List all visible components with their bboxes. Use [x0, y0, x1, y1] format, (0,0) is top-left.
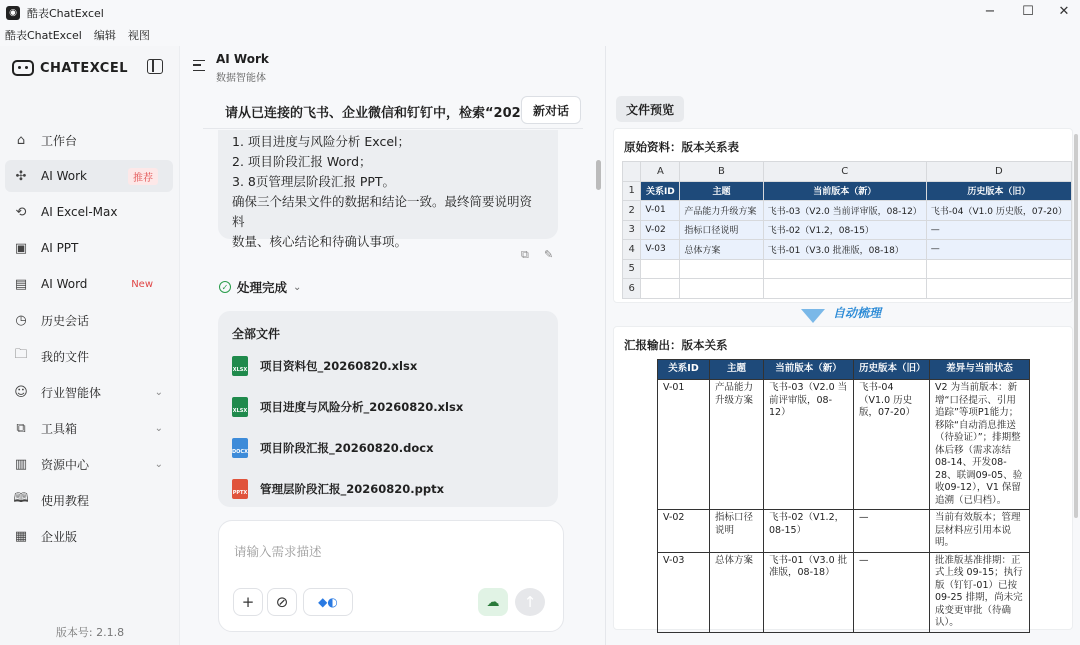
auto-sort-label: 自动梳理	[833, 306, 882, 320]
sidebar-item-label: AI Word	[41, 277, 88, 291]
sidebar-item-history[interactable]	[5, 304, 173, 336]
report-cell: —	[854, 552, 930, 632]
page-subtitle: 数据智能体	[216, 73, 266, 84]
report-header: 差异与当前状态	[930, 360, 1030, 380]
message-line: 确保三个结果文件的数据和结论一致。最终简要说明资料	[232, 194, 533, 229]
sidebar-item-label: 我的文件	[41, 349, 90, 364]
home-icon: ⌂	[16, 132, 26, 148]
title-bar	[0, 0, 1080, 26]
word-icon: ▤	[14, 276, 28, 292]
files-title: 全部文件	[232, 327, 281, 341]
row-number: 6	[623, 279, 641, 299]
add-icon[interactable]: +	[233, 588, 263, 616]
report-header: 主题	[710, 360, 764, 380]
sheet-cell[interactable]	[763, 279, 926, 299]
sheet-cell[interactable]: 当前版本（新）	[763, 181, 926, 201]
maximize-icon[interactable]: ☐	[1022, 4, 1034, 19]
new-badge: New	[131, 278, 153, 290]
report-cell: V-01	[658, 380, 710, 510]
sidebar-item-ai-word[interactable]	[5, 268, 173, 300]
menu-edit[interactable]: 编辑	[93, 29, 116, 42]
sidebar-item-label: 工具箱	[41, 421, 78, 436]
sidebar-item-ai-ppt[interactable]	[5, 232, 173, 264]
sidebar-item-toolbox[interactable]	[5, 412, 173, 444]
source-title: 原始资料：版本关系表	[624, 140, 739, 154]
output-card	[613, 326, 1073, 630]
report-cell: 飞书-01（V3.0 批准版，08-18）	[764, 552, 854, 632]
logo	[12, 60, 128, 76]
row-number: 2	[623, 201, 641, 221]
message-line: 2. 项目阶段汇报 Word；	[232, 154, 372, 169]
sheet-cell[interactable]: V-02	[641, 220, 680, 240]
row-number: 3	[623, 220, 641, 240]
sidebar-item-label: AI PPT	[41, 241, 79, 255]
file-item[interactable]	[232, 397, 463, 417]
building-icon: ▦	[14, 528, 28, 544]
menu-app[interactable]: 酷表ChatExcel	[5, 29, 82, 42]
file-name: 项目进度与风险分析_20260820.xlsx	[260, 400, 464, 414]
resource-icon: ▥	[14, 456, 28, 472]
message-line: 数量、核心结论和待确认事项。	[232, 234, 408, 249]
message-line: 3. 8页管理层阶段汇报 PPT。	[232, 174, 396, 189]
source-sheet	[622, 161, 1072, 299]
sheet-cell[interactable]: V-03	[641, 240, 680, 260]
chevron-down-icon: ⌄	[154, 458, 163, 470]
column-header: D	[926, 162, 1071, 182]
sheet-cell[interactable]: 产品能力升级方案	[680, 201, 763, 221]
history-icon: ◷	[15, 312, 27, 328]
sheet-cell[interactable]: 历史版本（旧）	[926, 181, 1071, 201]
sidebar-toggle-icon[interactable]	[147, 59, 163, 74]
report-cell: V-02	[658, 510, 710, 553]
sidebar-item-my-files[interactable]	[5, 340, 173, 372]
sidebar-item-label: 企业版	[41, 529, 78, 544]
auto-sort-indicator	[801, 304, 881, 321]
recommend-badge: 推荐	[128, 168, 158, 185]
report-header: 关系ID	[658, 360, 710, 380]
sheet-cell[interactable]	[680, 279, 763, 299]
sheet-cell[interactable]	[926, 279, 1071, 299]
copy-icon[interactable]: ⧉	[521, 248, 529, 261]
row-number: 4	[623, 240, 641, 260]
column-header: C	[763, 162, 926, 182]
sheet-cell[interactable]	[926, 259, 1071, 279]
source-card	[613, 128, 1073, 303]
sidebar-item-resources[interactable]	[5, 448, 173, 480]
file-item[interactable]	[232, 356, 417, 376]
version-label: 版本号: 2.1.8	[55, 626, 125, 639]
menu-bar	[0, 27, 150, 45]
status-row[interactable]	[219, 278, 301, 296]
app-icon: ◉	[6, 6, 20, 20]
sidebar-item-industry-agents[interactable]	[5, 376, 173, 408]
report-cell: 批准版基准排期：正式上线 09-15；执行版（钉钉-01）已按 09-25 排期，尚未完成变更审批（待确认）。	[930, 552, 1030, 632]
robot-icon: ☺	[14, 384, 28, 400]
report-cell: 当前有效版本；管理层材料应引用本说明。	[930, 510, 1030, 553]
sheet-cell[interactable]: 飞书-01（V3.0 批准版，08-18）	[763, 240, 926, 260]
sheet-cell[interactable]: 飞书-04（V1.0 历史版，07-20）	[926, 201, 1071, 221]
chevron-down-icon: ⌄	[154, 422, 163, 434]
chevron-down-icon: ⌄	[154, 386, 163, 398]
report-cell: V-03	[658, 552, 710, 632]
book-icon: 🕮	[13, 491, 29, 506]
sidebar-nav	[5, 124, 173, 556]
report-cell: 飞书-04（V1.0 历史版，07-20）	[854, 380, 930, 510]
preview-scrollbar[interactable]	[1074, 134, 1078, 518]
check-circle-icon: ✓	[219, 281, 231, 293]
file-name: 管理层阶段汇报_20260820.pptx	[260, 482, 445, 496]
file-preview-tab[interactable]: 文件预览	[616, 96, 684, 122]
column-header: B	[680, 162, 763, 182]
preview-panel	[605, 46, 1080, 645]
attach-icon[interactable]: ⊘	[267, 588, 297, 616]
file-item[interactable]	[232, 479, 444, 499]
user-message-bubble	[218, 130, 558, 249]
report-cell: 飞书-02（V1.2，08-15）	[764, 510, 854, 553]
report-header: 历史版本（旧）	[854, 360, 930, 380]
sheet-cell[interactable]: 飞书-03（V2.0 当前评审版，08-12）	[763, 201, 926, 221]
file-item[interactable]	[232, 438, 434, 458]
pptx-file-icon: PPTX	[232, 479, 248, 499]
xlsx-file-icon: XLSX	[232, 397, 248, 417]
sidebar-item-ai-excel-max[interactable]	[5, 196, 173, 228]
report-cell: 总体方案	[710, 552, 764, 632]
sheet-cell[interactable]	[641, 259, 680, 279]
chat-panel	[181, 46, 605, 645]
report-cell: 指标口径说明	[710, 510, 764, 553]
logo-icon	[12, 60, 34, 76]
file-name: 项目阶段汇报_20260820.docx	[260, 441, 434, 455]
input-placeholder: 请输入需求描述	[234, 544, 322, 559]
sheet-cell[interactable]: 主题	[680, 181, 763, 201]
sidebar-item-label: 工作台	[41, 133, 78, 148]
ai-work-icon: ✣	[15, 168, 27, 184]
logo-text: CHATEXCEL	[40, 60, 128, 76]
sidebar-item-label: 资源中心	[41, 457, 90, 472]
close-icon[interactable]: ✕	[1058, 4, 1070, 19]
sheet-cell[interactable]	[641, 279, 680, 299]
folder-icon: 🗀	[14, 347, 28, 362]
report-cell: 产品能力升级方案	[710, 380, 764, 510]
message-line: 1. 项目进度与风险分析 Excel；	[232, 134, 410, 149]
sheet-cell[interactable]: V-01	[641, 201, 680, 221]
sidebar-item-ai-work[interactable]	[5, 160, 173, 192]
sheet-cell[interactable]: —	[926, 240, 1071, 260]
chat-scrollbar[interactable]	[596, 160, 601, 190]
sidebar-item-label: 行业智能体	[41, 385, 102, 400]
row-number: 1	[623, 181, 641, 201]
toolbox-icon: ⧉	[16, 420, 26, 436]
menu-icon[interactable]	[193, 60, 205, 71]
sheet-cell[interactable]: —	[926, 220, 1071, 240]
xlsx-file-icon: XLSX	[232, 356, 248, 376]
sidebar-item-tutorial[interactable]	[5, 484, 173, 516]
prompt-input[interactable]	[218, 520, 564, 632]
divider	[203, 128, 583, 129]
page-title: AI Work	[216, 52, 269, 66]
sidebar-item-workbench[interactable]	[5, 124, 173, 156]
file-name: 项目资料包_20260820.xlsx	[260, 359, 418, 373]
column-header: A	[641, 162, 680, 182]
status-text: 处理完成	[237, 280, 288, 295]
report-header: 当前版本（新）	[764, 360, 854, 380]
query-title: 请从已连接的飞书、企业微信和钉钉中，检索“202	[225, 106, 521, 121]
cloud-icon[interactable]: ☁	[478, 588, 508, 616]
arrow-down-icon	[801, 309, 825, 323]
sidebar-item-label: 历史会话	[41, 313, 90, 328]
new-chat-button[interactable]: 新对话	[521, 96, 581, 124]
excel-icon: ⟲	[15, 204, 27, 220]
window-title: 酷表ChatExcel	[27, 7, 104, 20]
report-cell: 飞书-03（V2.0 当前评审版，08-12）	[764, 380, 854, 510]
sheet-cell[interactable]	[763, 259, 926, 279]
sidebar-item-label: AI Excel-Max	[41, 205, 118, 219]
send-icon[interactable]: ↑	[515, 588, 545, 616]
sheet-cell[interactable]: 飞书-02（V1.2，08-15）	[763, 220, 926, 240]
output-title: 汇报输出：版本关系	[624, 338, 728, 352]
ppt-icon: ▣	[14, 240, 28, 256]
sheet-cell[interactable]	[680, 259, 763, 279]
sheet-cell[interactable]: 总体方案	[680, 240, 763, 260]
chevron-down-icon: ⌄	[293, 281, 302, 293]
minimize-icon[interactable]: −	[984, 4, 996, 19]
report-cell: V2 为当前版本：新增“口径提示、引用追踪”等项P1能力；移除“自动消息推送（待验证）”；排期整体后移（需求冻结08-14、开发08-28、联调09-05、验收09-12），V1 保留追溯（已归档）。	[930, 380, 1030, 510]
sidebar-item-label: AI Work	[41, 169, 87, 183]
menu-view[interactable]: 视图	[127, 29, 150, 42]
report-cell: —	[854, 510, 930, 553]
sheet-cell[interactable]: 关系ID	[641, 181, 680, 201]
files-card	[218, 311, 558, 507]
sidebar-item-enterprise[interactable]	[5, 520, 173, 552]
row-number: 5	[623, 259, 641, 279]
sheet-cell[interactable]: 指标口径说明	[680, 220, 763, 240]
edit-icon[interactable]: ✎	[544, 248, 554, 261]
docx-file-icon: DOCX	[232, 438, 248, 458]
sidebar	[0, 46, 180, 645]
report-table	[657, 359, 1030, 633]
sidebar-item-label: 使用教程	[41, 493, 90, 508]
connectors-icon[interactable]: ◆◐	[303, 588, 353, 616]
